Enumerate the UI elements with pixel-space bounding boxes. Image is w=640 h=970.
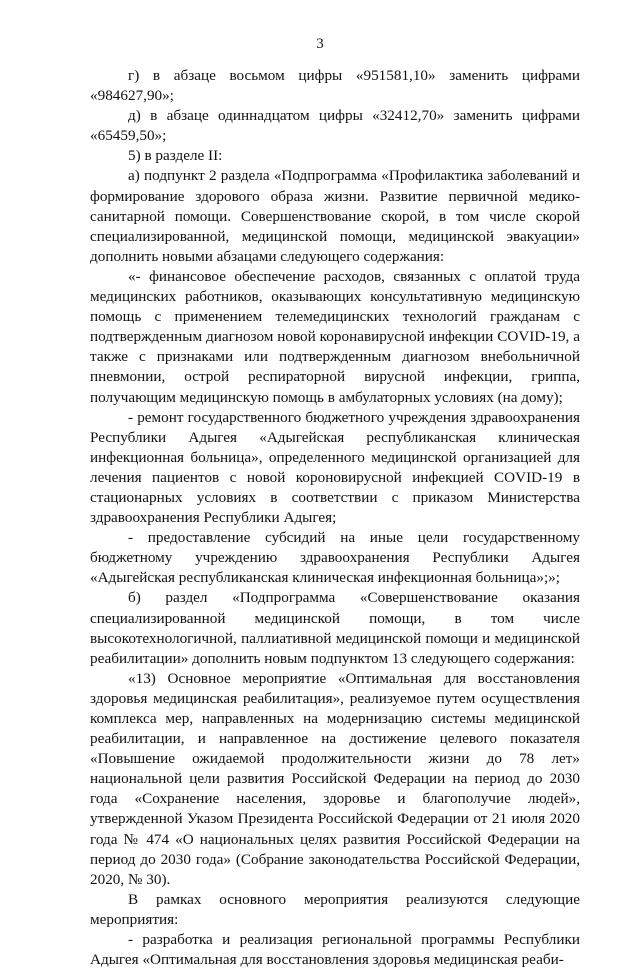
paragraph-item-13: «13) Основное мероприятие «Оптимальная для восстановления здоровья медицинская реабилитация», реализуемое путем осуществления комплекса мер, направленных на модернизацию системы медицинской реабилитации, и направленное на достижение целевого показателя «Повышение ожидаемой продолжительности жизни до 78 лет» национальной цели развития Российской Федерации на период до 2030 года «Сохранение населения, здоровье и благополучие людей», утвержденной Указом Президента Российской Федерации от 21 июля 2020 года № 474 «О национальных целях развития Российской Федерации на период до 2030 года» (Собрание законодательства Российской Федерации, 2020, № 30). xyxy=(90,669,580,888)
paragraph-financing: «- финансовое обеспечение расходов, связанных с оплатой труда медицинских работников, оказывающих консультативную медицинскую помощь с применением телемедицинских технологий гражданам с подтвержденным диагнозом новой коронавирусной инфекции COVID-19, а также с признаками или подтвержденным диагнозом внебольничной пневмонии, острой респираторной вирусной инфекции, гриппа, получающим медицинскую помощь в амбулаторных условиях (на дому); xyxy=(90,267,580,406)
paragraph-subsidies: - предоставление субсидий на иные цели государственному бюджетному учреждению здравоохранения Республики Адыгея «Адыгейская республиканская клиническая инфекционная больница»;»; xyxy=(90,529,580,587)
paragraph-section-ii: 5) в разделе II: xyxy=(128,147,223,165)
paragraph-measures-intro: В рамках основного мероприятия реализуются следующие мероприятия: xyxy=(90,890,580,928)
paragraph-amend-d: д) в абзаце одиннадцатом цифры «32412,70» заменить цифрами «65459,50»; xyxy=(90,107,580,145)
paragraph-subpoint-a: а) подпункт 2 раздела «Подпрограмма «Профилактика заболеваний и формирование здорового образа жизни. Развитие первичной медико-санитарной помощи. Совершенствование скорой, в том числе скорой специализированной, медицинской помощи, медицинской эвакуации» дополнить новыми абзацами следующего содержания: xyxy=(90,167,580,265)
paragraph-subpoint-b: б) раздел «Подпрограмма «Совершенствование оказания специализированной медицинской помощи, в том числе высокотехнологичной, паллиативной медицинской помощи и медицинской реабилитации» дополнить новым подпунктом 13 следующего содержания: xyxy=(90,589,580,667)
page-number: 3 xyxy=(316,36,324,52)
paragraph-amend-g: г) в абзаце восьмом цифры «951581,10» заменить цифрами «984627,90»; xyxy=(90,67,580,105)
document-body xyxy=(90,66,580,970)
paragraph-repair: - ремонт государственного бюджетного учреждения здравоохранения Республики Адыгея «Адыгейская республиканская клиническая инфекционная больница», определенного медицинской организацией для лечения пациентов с новой короновирусной инфекцией COVID-19 в стационарных условиях в соответствии с приказом Министерства здравоохранения Республики Адыгея; xyxy=(90,408,580,527)
paragraph-regional-program: - разработка и реализация региональной программы Республики Адыгея «Оптимальная для восстановления здоровья медицинская реаби- xyxy=(90,931,580,969)
